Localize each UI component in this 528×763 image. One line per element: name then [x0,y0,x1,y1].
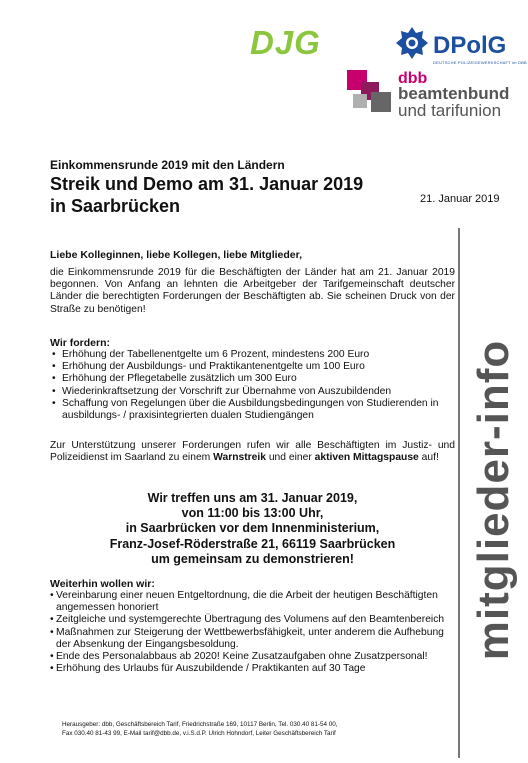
list-item: • Erhöhung der Pflegetabelle zusätzlich um 300 Euro [50,373,470,385]
support-text-2: und einer [265,452,315,464]
meeting-line2: von 11:00 bis 13:00 Uhr, [181,506,324,521]
side-divider [458,228,460,758]
list-item: • Wiederinkraftsetzung der Vorschrift zur Übernahme von Auszubildenden [50,386,470,398]
headline-line1: Streik und Demo am 31. Januar 2019 [50,174,364,194]
list-item: • Zeitgleiche und systemgerechte Übertragung des Volumens auf den Beamtenbereich [50,614,460,626]
list-item: • Schaffung von Regelungen über die Ausbildungsbedingungen von Studierenden in ausbildungs- / praxisintegrierten dualen Studiengängen [50,398,470,422]
footer-line1: Herausgeber: dbb, Geschäftsbereich Tarif, Friedrichstraße 169, 10117 Berlin, Tel. 030.40 81-54 00, [62,721,338,728]
demands-title: Wir fordern: [50,337,110,349]
dbb-squares-icon [347,70,393,114]
djg-logo: DJG [250,24,321,61]
support-paragraph [50,440,455,464]
support-text-1: Zur Unterstützung unserer Forderungen rufen wir alle Beschäftigten im Justiz- und Polizeidienst im Saarland zu einem [50,440,455,464]
further-demands-title: Weiterhin wollen wir: [50,578,155,590]
dbb-logo-line1: dbb [398,70,428,87]
kicker: Einkommensrunde 2019 mit den Ländern [50,158,285,172]
meeting-line1: Wir treffen uns am 31. Januar 2019, [147,491,358,505]
list-item: • Maßnahmen zur Steigerung der Wettbewerbsfähigkeit, unter anderem die Aufhebung der Absenkung der Eingangsbesoldung. [50,627,460,651]
side-label-text: mitglieder-info [469,339,518,661]
list-item: • Ende des Personalabbaus ab 2020! Keine Zusatzaufgaben ohne Zusatzpersonal! [50,651,460,663]
meeting-line3: in Saarbrücken vor dem Innenministerium, [125,521,380,536]
dpolg-logo-subtitle: DEUTSCHE POLIZEIGEWERKSCHAFT im DBB [433,60,527,65]
support-text-3: auf! [418,452,439,464]
dbb-logo-line2: beamtenbund [398,84,510,103]
side-label [470,250,518,750]
dpolg-logo-text: DPolG [433,32,507,59]
meeting-line5: um gemeinsam zu demonstrieren! [151,551,354,566]
dbb-logo-line3: und tarifunion [398,101,502,120]
document-date: 21. Januar 2019 [420,193,500,205]
dpolg-star-icon [395,26,429,60]
further-demands-list [50,590,460,675]
list-item: • Erhöhung der Ausbildungs- und Praktikantenentgelte um 100 Euro [50,361,470,373]
page-title [50,173,363,217]
footer-line2: Fax 030.40 81-43 99, E-Mail tarif@dbb.de, v.i.S.d.P. Ulrich Hohndorf, Leiter Geschäftsbereich Tarif [62,730,336,737]
list-item: • Erhöhung des Urlaubs für Auszubildende / Praktikanten auf 30 Tage [50,663,460,675]
support-bold-lunch: aktiven Mittagspause [314,452,419,464]
meeting-line4: Franz-Josef-Röderstraße 21, 66119 Saarbrücken [109,536,396,551]
greeting: Liebe Kolleginnen, liebe Kollegen, liebe Mitglieder, [50,249,303,261]
footer-imprint [62,720,457,738]
intro-paragraph: die Einkommensrunde 2019 für die Beschäftigten der Länder hat am 21. Januar 2019 begonnen. Von Anfang an lehnten die Arbeitgeber der Tarifgemeinschaft deutscher Länder die berechtigten Forderungen der Beschäftigten ab. Sie scheinen Druck von der Straße zu benötigen! [50,267,455,315]
meeting-block [50,491,455,567]
demands-list [50,349,470,422]
list-item: • Erhöhung der Tabellenentgelte um 6 Prozent, mindestens 200 Euro [50,349,470,361]
list-item: • Vereinbarung einer neuen Entgeltordnung, die die Arbeit der heutigen Beschäftigten angemessen honoriert [50,590,460,614]
headline-line2: in Saarbrücken [50,196,181,216]
support-bold-strike: Warnstreik [213,452,266,464]
